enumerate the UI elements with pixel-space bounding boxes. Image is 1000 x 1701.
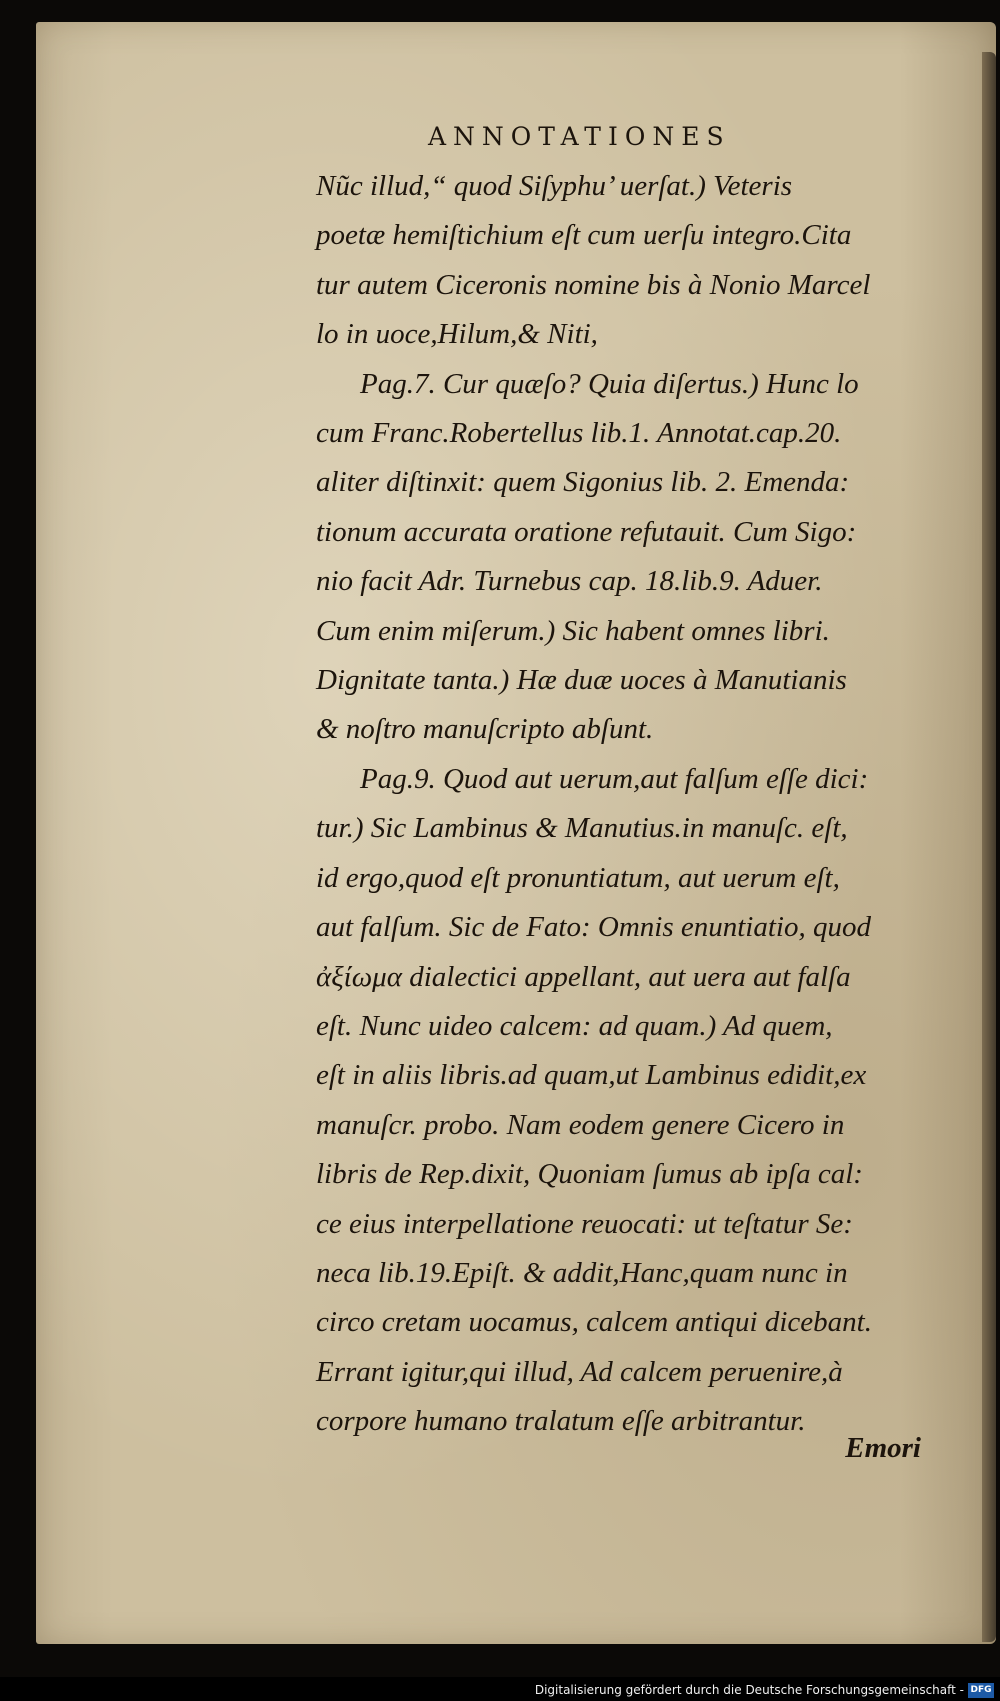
text-line: Nũc illud,“ quod Siſyphu’ uerſat.) Veteris — [316, 170, 793, 202]
text-line: nio facit Adr. Turnebus cap. 18.lib.9. Aduer. — [316, 565, 823, 598]
text-line: circo cretam uocamus, calcem antiqui dicebant. — [316, 1306, 872, 1339]
text-line: tionum accurata oratione refutauit. Cum Sigo: — [316, 515, 857, 548]
text-line: manuſcr. probo. Nam eodem genere Cicero in — [316, 1108, 845, 1141]
text-line: ce eius interpellatione reuocati: ut teſtatur Se: — [316, 1207, 853, 1240]
text-line: corpore humano tralatum eſſe arbitrantur. — [316, 1405, 806, 1438]
dfg-logo-icon: DFG — [968, 1683, 994, 1698]
footer-strip — [0, 1677, 1000, 1701]
text-line: aut falſum. Sic de Fato: Omnis enuntiatio, quod — [316, 911, 871, 944]
text-line: & noſtro manuſcripto abſunt. — [316, 713, 654, 746]
book-page — [36, 22, 996, 1644]
text-line: eſt. Nunc uideo calcem: ad quam.) Ad quem, — [316, 1009, 833, 1042]
text-line: eſt in aliis libris.ad quam,ut Lambinus edidit,ex — [316, 1059, 867, 1092]
text-line: ἀξίωμα dialectici appellant, aut uera aut falſa — [316, 960, 851, 993]
text-line: cum Franc.Robertellus lib.1. Annotat.cap.20. — [316, 417, 842, 450]
catchword: Emori — [845, 1432, 921, 1464]
page-edge — [982, 52, 996, 1642]
text-line: Cum enim miſerum.) Sic habent omnes libri. — [316, 614, 830, 647]
text-line: poetæ hemiſtichium eſt cum uerſu integro.Cita — [316, 219, 852, 252]
text-line: lo in uoce,Hilum,& Niti, — [316, 318, 598, 351]
body-text — [316, 162, 956, 1447]
text-line: tur autem Ciceronis nomine bis à Nonio Marcel — [316, 268, 871, 301]
text-line: neca lib.19.Epiſt. & addit,Hanc,quam nunc in — [316, 1256, 848, 1289]
text-line: libris de Rep.dixit, Quoniam ſumus ab ipſa cal: — [316, 1158, 863, 1191]
text-line: tur.) Sic Lambinus & Manutius.in manuſc. eſt, — [316, 812, 848, 845]
text-line: Errant igitur,qui illud, Ad calcem peruenire,à — [316, 1355, 843, 1388]
running-head: ANNOTATIONES — [428, 122, 731, 151]
text-line: Pag.9. Quod aut uerum,aut falſum eſſe dici: — [360, 762, 869, 795]
text-line: Pag.7. Cur quæſo? Quia diſertus.) Hunc lo — [360, 367, 859, 400]
text-line: Dignitate tanta.) Hæ duæ uoces à Manutianis — [316, 664, 847, 697]
text-line: aliter diſtinxit: quem Sigonius lib. 2. Emenda: — [316, 466, 850, 499]
footer-credit: Digitalisierung gefördert durch die Deutsche Forschungsgemeinschaft - — [534, 1683, 964, 1697]
text-line: id ergo,quod eſt pronuntiatum, aut uerum eſt, — [316, 861, 840, 894]
